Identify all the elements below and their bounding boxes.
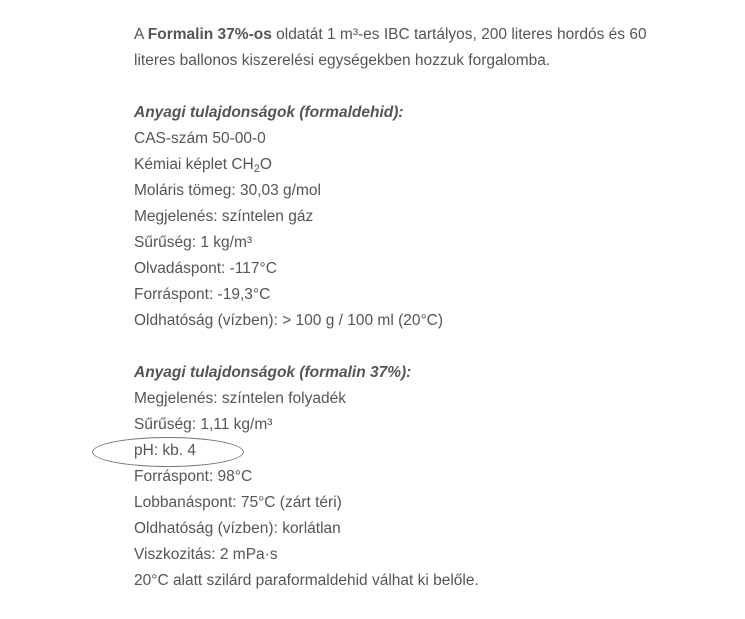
- property-item: 20°C alatt szilárd paraformaldehid válhat ki belőle.: [134, 572, 479, 589]
- cas-number: CAS-szám 50-00-0: [134, 130, 266, 147]
- property-item: Lobbanáspont: 75°C (zárt téri): [134, 494, 342, 511]
- property-item: Sűrűség: 1 kg/m³: [134, 234, 253, 251]
- property-item: Sűrűség: 1,11 kg/m³: [134, 416, 273, 433]
- property-item: Viszkozitás: 2 mPa·s: [134, 546, 278, 563]
- section-heading-formalin: Anyagi tulajdonságok (formalin 37%):: [134, 364, 412, 381]
- section-formaldehyde: [134, 100, 694, 334]
- ph-value: pH: kb. 4: [134, 442, 197, 459]
- formula-prefix: Kémiai képlet CH: [134, 156, 254, 173]
- intro-rest: oldatát 1 m³-es IBC tartályos, 200 literes hordós és 60: [271, 26, 647, 43]
- intro-prefix: A: [134, 26, 148, 43]
- product-name: Formalin 37%-os: [147, 26, 272, 43]
- intro-paragraph: [134, 22, 694, 74]
- property-item: Olvadáspont: -117°C: [134, 260, 277, 277]
- property-item: Oldhatóság (vízben): > 100 g / 100 ml (20°C): [134, 312, 444, 329]
- section-heading-formaldehyde: Anyagi tulajdonságok (formaldehid):: [134, 104, 404, 121]
- intro-line-2: literes ballonos kiszerelési egységekben hozzuk forgalomba.: [134, 52, 551, 69]
- section-formalin: [134, 360, 694, 594]
- property-item: Megjelenés: színtelen folyadék: [134, 390, 346, 407]
- property-item: Oldhatóság (vízben): korlátlan: [134, 520, 341, 537]
- document-body: [134, 22, 694, 594]
- property-item: Forráspont: -19,3°C: [134, 286, 271, 303]
- property-item: Megjelenés: színtelen gáz: [134, 208, 314, 225]
- formula-subscript: 2: [253, 163, 260, 175]
- property-item: Forráspont: 98°C: [134, 468, 253, 485]
- intro-line-1: [134, 22, 694, 48]
- property-item: Moláris tömeg: 30,03 g/mol: [134, 182, 321, 199]
- ph-highlight-ellipse: [92, 437, 244, 467]
- formula-suffix: O: [259, 156, 272, 173]
- chemical-formula: [134, 152, 694, 178]
